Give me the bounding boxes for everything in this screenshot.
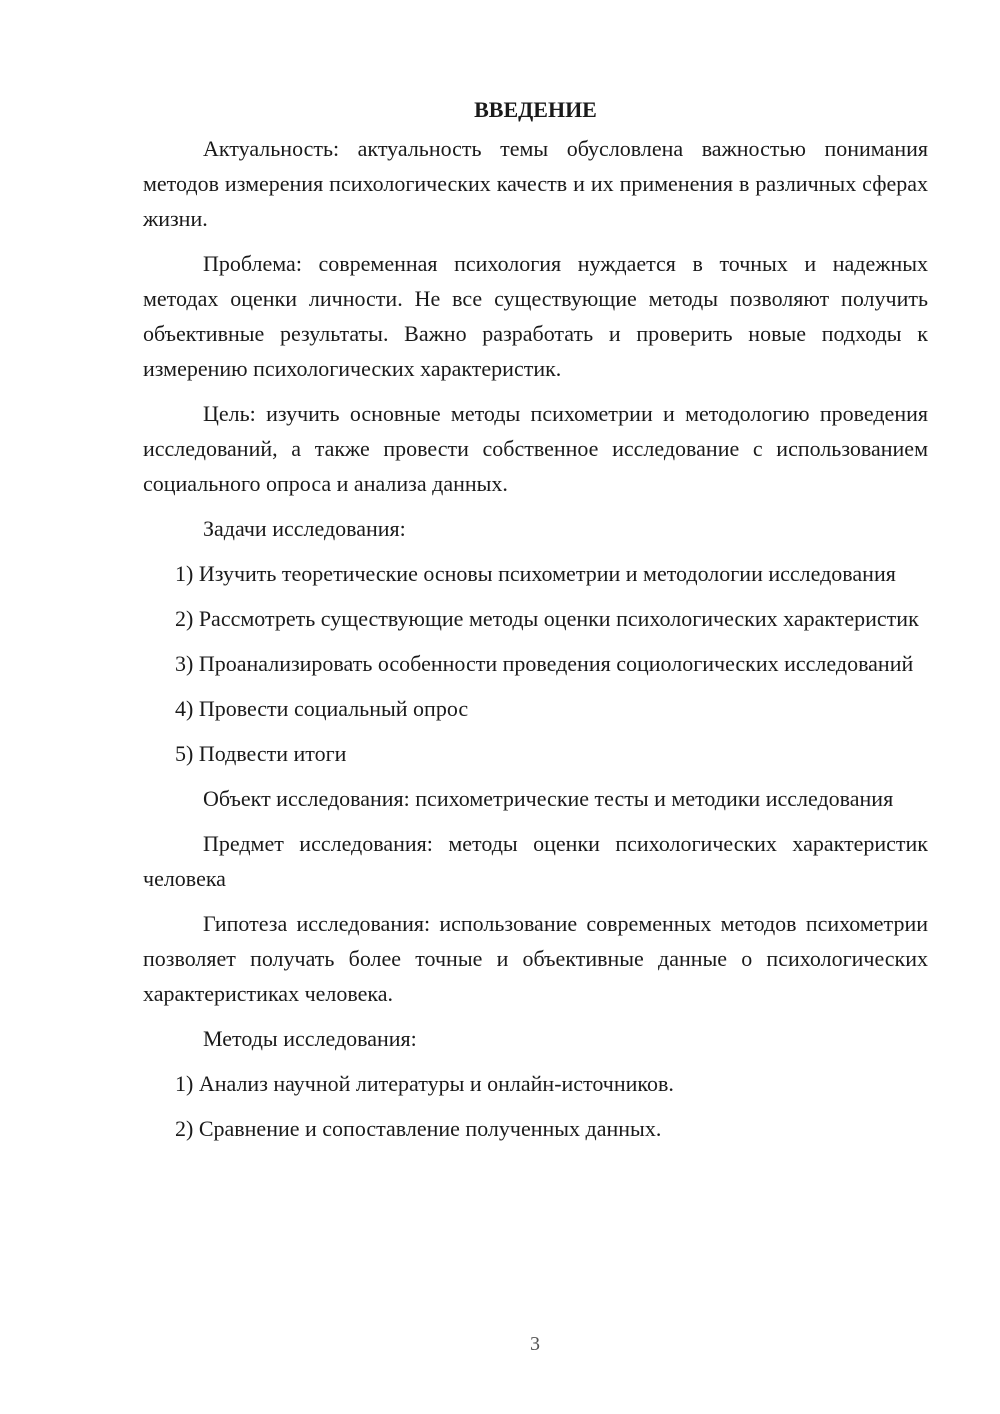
list-item-method-1: 1) Анализ научной литературы и онлайн-источников.	[175, 1071, 674, 1096]
list-item-task-5: 5) Подвести итоги	[175, 741, 347, 766]
paragraph-goal: Цель: изучить основные методы психометрии и методологию проведения исследований, а также провести собственное исследование с использованием социального опроса и анализа данных.	[143, 401, 928, 496]
paragraph-problem: Проблема: современная психология нуждается в точных и надежных методах оценки личности. Не все существующие методы позволяют получить объективные результаты. Важно разработать и проверить новые подходы к измерению психологических характеристик.	[143, 251, 928, 381]
paragraph-object: Объект исследования: психометрические тесты и методики исследования	[203, 786, 894, 811]
document-page	[143, 92, 928, 1156]
paragraph-relevance: Актуальность: актуальность темы обусловлена важностью понимания методов измерения психологических качеств и их применения в различных сферах жизни.	[143, 136, 928, 231]
list-item-method-2: 2) Сравнение и сопоставление полученных данных.	[175, 1116, 662, 1141]
paragraph-methods-heading: Методы исследования:	[203, 1026, 417, 1051]
page-number: 3	[530, 1333, 540, 1355]
list-item-task-3: 3) Проанализировать особенности проведения социологических исследований	[175, 651, 914, 676]
list-item-task-4: 4) Провести социальный опрос	[175, 696, 469, 721]
paragraph-tasks-heading: Задачи исследования:	[203, 516, 406, 541]
document-title: ВВЕДЕНИЕ	[474, 97, 597, 122]
list-item-task-1: 1) Изучить теоретические основы психометрии и методологии исследования	[175, 561, 896, 586]
paragraph-subject: Предмет исследования: методы оценки психологических характеристик человека	[143, 831, 928, 891]
paragraph-hypothesis: Гипотеза исследования: использование современных методов психометрии позволяет получать более точные и объективные данные о психологических характеристиках человека.	[143, 911, 928, 1006]
list-item-task-2: 2) Рассмотреть существующие методы оценки психологических характеристик	[175, 606, 919, 631]
